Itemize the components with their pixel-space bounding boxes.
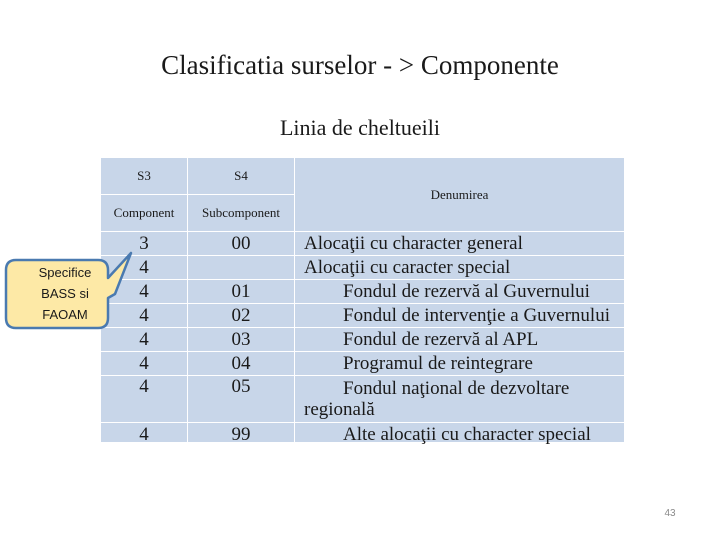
cell-denumirea: Alocaţii cu caracter special	[295, 256, 625, 280]
table-row	[101, 423, 625, 447]
cell-denumirea: Alte alocaţii cu character special	[295, 423, 625, 447]
cell-subcomponent: 02	[188, 304, 295, 328]
table-row	[101, 280, 625, 304]
header-denumirea: Denumirea	[295, 158, 625, 232]
cell-subcomponent: 05	[188, 376, 295, 423]
cell-component: 4	[101, 256, 188, 280]
header-subcomponent: Subcomponent	[188, 195, 295, 232]
header-s3: S3	[101, 158, 188, 195]
cell-component: 4	[101, 423, 188, 447]
cell-denumirea: Fondul de rezervă al APL	[295, 328, 625, 352]
callout-line: Specifice	[38, 265, 92, 280]
table-row	[101, 256, 625, 280]
cell-subcomponent: 99	[188, 423, 295, 447]
header-component: Component	[101, 195, 188, 232]
cell-denumirea: Alocaţii cu character general	[295, 232, 625, 256]
cell-denumirea: Fondul de intervenţie a Guvernului	[295, 304, 625, 328]
cell-subcomponent: 04	[188, 352, 295, 376]
table-row	[101, 304, 625, 328]
speech-bubble-callout	[0, 240, 140, 350]
cell-subcomponent: 01	[188, 280, 295, 304]
cell-subcomponent: 03	[188, 328, 295, 352]
callout-line: BASS si	[41, 286, 89, 301]
components-table	[100, 157, 625, 445]
slide-subtitle: Linia de cheltueili	[279, 115, 441, 140]
callout-text	[6, 262, 124, 325]
header-s4: S4	[188, 158, 295, 195]
cell-component: 4	[101, 352, 188, 376]
table-row	[101, 376, 625, 423]
cell-denumirea-line2: regională	[304, 399, 375, 420]
cell-component: 4	[101, 328, 188, 352]
table-row	[101, 328, 625, 352]
cell-denumirea	[295, 376, 625, 423]
cell-subcomponent: 00	[188, 232, 295, 256]
cell-subcomponent	[188, 256, 295, 280]
table-row	[101, 352, 625, 376]
page-number: 43	[664, 508, 676, 519]
table-row	[101, 232, 625, 256]
cell-component: 4	[101, 376, 188, 423]
cell-denumirea: Fondul de rezervă al Guvernului	[295, 280, 625, 304]
cell-component: 4	[101, 280, 188, 304]
cell-component: 4	[101, 304, 188, 328]
callout-line: FAOAM	[42, 307, 88, 322]
cell-component: 3	[101, 232, 188, 256]
cell-denumirea-line1: Fondul naţional de dezvoltare	[343, 378, 570, 399]
cell-denumirea: Programul de reintegrare	[295, 352, 625, 376]
slide-title: Clasificatia surselor - > Componente	[161, 50, 559, 80]
